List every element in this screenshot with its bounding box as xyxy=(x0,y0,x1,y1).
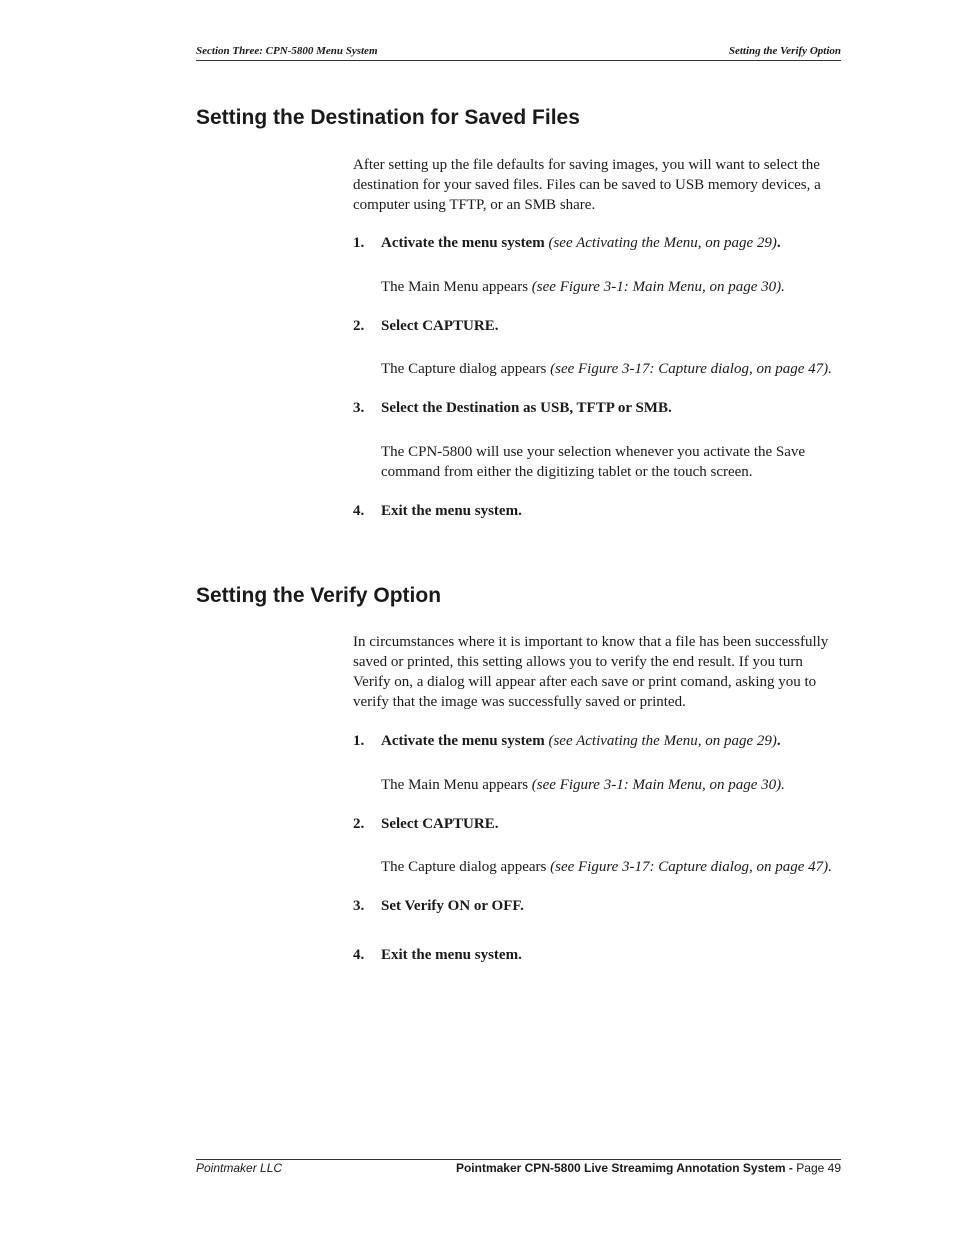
step-number: 2. xyxy=(353,816,365,832)
step-reference: (see Activating the Menu, on page 29) xyxy=(548,733,777,749)
note-text: The Main Menu appears xyxy=(381,777,529,793)
step-label: Activate the menu system xyxy=(381,235,545,251)
note-reference: (see Figure 3-17: Capture dialog, on page 47). xyxy=(550,361,832,377)
step-number: 1. xyxy=(353,733,365,749)
note-reference: (see Figure 3-1: Main Menu, on page 30). xyxy=(531,279,785,295)
section-title-destination: Setting the Destination for Saved Files xyxy=(196,106,580,129)
step-label: Select the Destination as USB, TFTP or SMB. xyxy=(381,400,672,416)
step-number: 2. xyxy=(353,318,365,334)
running-header xyxy=(196,44,841,61)
note-reference: (see Figure 3-17: Capture dialog, on page 47). xyxy=(550,859,832,875)
step-number: 4. xyxy=(353,947,365,963)
header-section-label: Section Three: CPN-5800 Menu System xyxy=(196,45,378,57)
footer-page-number: Page 49 xyxy=(796,1161,841,1175)
step-number: 4. xyxy=(353,503,365,519)
header-topic-label: Setting the Verify Option xyxy=(728,45,841,57)
section-title-verify: Setting the Verify Option xyxy=(196,584,442,607)
step-end: . xyxy=(776,235,781,251)
section-intro-verify: In circumstances where it is important to know that a file has been successfully saved or printed, this setting allows you to verify the end result. If you turn Verify on, a dialog will appear after each save or print comand, asking you to verify that the image was successfully saved or printed. xyxy=(353,634,829,710)
step-label: Exit the menu system. xyxy=(381,947,522,963)
note-text: The Capture dialog appears xyxy=(381,361,547,377)
step-label: Set Verify ON or OFF. xyxy=(381,898,524,914)
step-end: . xyxy=(776,733,781,749)
step-label: Select CAPTURE. xyxy=(381,318,499,334)
footer-product: Pointmaker CPN-5800 Live Streamimg Annotation System - xyxy=(455,1161,793,1175)
running-footer xyxy=(196,1159,841,1178)
note-text: The Capture dialog appears xyxy=(381,859,547,875)
step-reference: (see Activating the Menu, on page 29) xyxy=(548,235,777,251)
step-note xyxy=(381,775,841,795)
step-note: The CPN-5800 will use your selection whenever you activate the Save command from either the digitizing tablet or the touch screen. xyxy=(381,444,806,480)
step-note xyxy=(381,857,841,877)
step-number: 1. xyxy=(353,235,365,251)
step-number: 3. xyxy=(353,400,365,416)
step-label: Select CAPTURE. xyxy=(381,816,499,832)
step-label: Activate the menu system xyxy=(381,733,545,749)
step-note xyxy=(381,359,841,379)
step-label: Exit the menu system. xyxy=(381,503,522,519)
footer-product-page xyxy=(456,1161,841,1175)
footer-company: Pointmaker LLC xyxy=(196,1161,283,1175)
note-text: The Main Menu appears xyxy=(381,279,529,295)
section-intro-destination: After setting up the file defaults for saving images, you will want to select the destination for your saved files. Files can be saved to USB memory devices, a computer using TFTP, or an SMB share. xyxy=(353,157,821,213)
step-note xyxy=(381,277,841,297)
step-number: 3. xyxy=(353,898,365,914)
note-reference: (see Figure 3-1: Main Menu, on page 30). xyxy=(531,777,785,793)
